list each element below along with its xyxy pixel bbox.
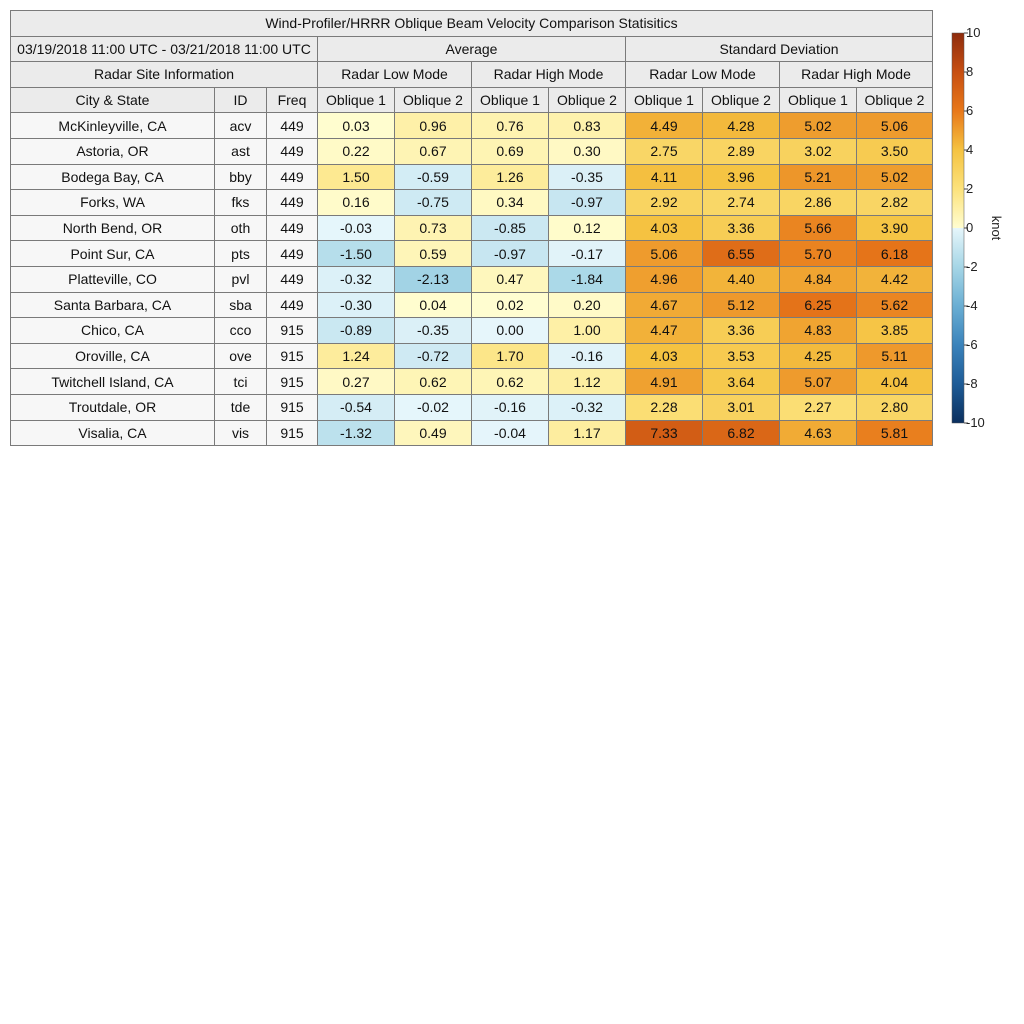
std-value-cell: 2.86 [780,190,857,216]
site-city-cell: Forks, WA [11,190,215,216]
average-value-cell: -0.97 [549,190,626,216]
std-low-mode-header: Radar Low Mode [626,62,780,88]
std-value-cell: 2.28 [626,394,703,420]
average-value-cell: -0.16 [472,394,549,420]
std-value-cell: 4.96 [626,266,703,292]
std-value-cell: 5.06 [857,113,933,139]
average-value-cell: 0.30 [549,138,626,164]
site-freq-cell: 449 [267,164,318,190]
average-value-cell: -0.85 [472,215,549,241]
std-value-cell: 5.11 [857,343,933,369]
site-id-cell: pts [215,241,267,267]
average-value-cell: 0.16 [318,190,395,216]
average-value-cell: -0.54 [318,394,395,420]
site-freq-cell: 449 [267,215,318,241]
site-city-cell: Oroville, CA [11,343,215,369]
average-value-cell: 0.03 [318,113,395,139]
average-value-cell: 1.12 [549,369,626,395]
average-value-cell: -1.50 [318,241,395,267]
site-id-cell: bby [215,164,267,190]
std-value-cell: 4.83 [780,318,857,344]
colorbar-gradient [952,33,964,423]
table-row [11,113,933,139]
site-id-cell: cco [215,318,267,344]
average-value-cell: -1.84 [549,266,626,292]
site-id-cell: ast [215,138,267,164]
site-city-cell: Point Sur, CA [11,241,215,267]
column-header-std-low-oblique-1: Oblique 1 [626,87,703,113]
colorbar-tick-label: 0 [966,220,974,235]
table-row [11,343,933,369]
std-value-cell: 3.02 [780,138,857,164]
average-value-cell: 0.20 [549,292,626,318]
std-value-cell: 4.11 [626,164,703,190]
site-city-cell: Bodega Bay, CA [11,164,215,190]
std-value-cell: 5.21 [780,164,857,190]
std-value-cell: 5.07 [780,369,857,395]
site-id-cell: pvl [215,266,267,292]
site-freq-cell: 915 [267,369,318,395]
average-value-cell: -0.32 [549,394,626,420]
std-value-cell: 2.74 [703,190,780,216]
colorbar-tick-label: -10 [966,415,985,430]
std-value-cell: 3.50 [857,138,933,164]
std-value-cell: 2.75 [626,138,703,164]
site-city-cell: Santa Barbara, CA [11,292,215,318]
average-value-cell: 0.27 [318,369,395,395]
table-row [11,215,933,241]
std-value-cell: 4.63 [780,420,857,446]
site-city-cell: Twitchell Island, CA [11,369,215,395]
table-row [11,292,933,318]
colorbar-tick-label: 10 [966,25,981,40]
std-value-cell: 5.62 [857,292,933,318]
site-city-cell: Visalia, CA [11,420,215,446]
std-value-cell: 5.02 [857,164,933,190]
std-value-cell: 4.42 [857,266,933,292]
std-value-cell: 7.33 [626,420,703,446]
std-value-cell: 5.66 [780,215,857,241]
average-value-cell: -0.16 [549,343,626,369]
average-value-cell: 0.34 [472,190,549,216]
average-value-cell: 1.50 [318,164,395,190]
std-value-cell: 6.25 [780,292,857,318]
average-value-cell: 0.67 [395,138,472,164]
colorbar-tick-label: -2 [966,259,978,274]
std-value-cell: 4.03 [626,343,703,369]
table-row [11,138,933,164]
site-id-cell: ove [215,343,267,369]
std-group-header: Standard Deviation [626,36,933,62]
table-row [11,164,933,190]
site-freq-cell: 449 [267,190,318,216]
table-row [11,394,933,420]
std-value-cell: 4.47 [626,318,703,344]
average-value-cell: -0.97 [472,241,549,267]
average-value-cell: -0.35 [549,164,626,190]
site-freq-cell: 915 [267,343,318,369]
average-value-cell: 0.73 [395,215,472,241]
column-header-std-low-oblique-2: Oblique 2 [703,87,780,113]
std-value-cell: 6.55 [703,241,780,267]
table-row [11,241,933,267]
site-id-cell: fks [215,190,267,216]
column-header-avg-low-oblique-2: Oblique 2 [395,87,472,113]
average-value-cell: 1.70 [472,343,549,369]
average-value-cell: -0.72 [395,343,472,369]
table-row [11,420,933,446]
std-value-cell: 3.96 [703,164,780,190]
colorbar-label: knot [989,215,1004,241]
std-value-cell: 4.49 [626,113,703,139]
column-header-avg-low-oblique-1: Oblique 1 [318,87,395,113]
average-value-cell: -0.75 [395,190,472,216]
column-header-std-high-oblique-1: Oblique 1 [780,87,857,113]
average-value-cell: 0.62 [472,369,549,395]
average-value-cell: -0.02 [395,394,472,420]
site-id-cell: vis [215,420,267,446]
site-id-cell: tde [215,394,267,420]
average-value-cell: 1.26 [472,164,549,190]
std-value-cell: 5.06 [626,241,703,267]
site-freq-cell: 449 [267,266,318,292]
std-value-cell: 5.81 [857,420,933,446]
site-freq-cell: 449 [267,292,318,318]
site-id-cell: acv [215,113,267,139]
colorbar-tick-label: 8 [966,64,974,79]
std-value-cell: 4.03 [626,215,703,241]
column-header-avg-high-oblique-2: Oblique 2 [549,87,626,113]
average-group-header: Average [318,36,626,62]
average-value-cell: -0.32 [318,266,395,292]
colorbar-tick-label: -8 [966,376,978,391]
std-value-cell: 3.53 [703,343,780,369]
site-freq-cell: 915 [267,420,318,446]
colorbar-tick-label: -6 [966,337,978,352]
average-value-cell: 0.04 [395,292,472,318]
average-value-cell: 0.76 [472,113,549,139]
std-high-mode-header: Radar High Mode [780,62,933,88]
std-value-cell: 3.64 [703,369,780,395]
average-value-cell: -0.04 [472,420,549,446]
site-freq-cell: 449 [267,138,318,164]
site-id-cell: oth [215,215,267,241]
std-value-cell: 3.85 [857,318,933,344]
average-value-cell: 0.02 [472,292,549,318]
average-value-cell: -2.13 [395,266,472,292]
std-value-cell: 4.04 [857,369,933,395]
average-value-cell: 0.12 [549,215,626,241]
std-value-cell: 3.36 [703,215,780,241]
table-row [11,318,933,344]
column-header-freq: Freq [267,87,318,113]
date-range: 03/19/2018 11:00 UTC - 03/21/2018 11:00 UTC [11,36,318,62]
site-freq-cell: 915 [267,318,318,344]
average-value-cell: 0.49 [395,420,472,446]
table-title: Wind-Profiler/HRRR Oblique Beam Velocity Comparison Statisitics [11,11,933,37]
average-value-cell: 0.59 [395,241,472,267]
std-value-cell: 3.01 [703,394,780,420]
colorbar [940,22,1020,430]
std-value-cell: 3.36 [703,318,780,344]
average-value-cell: -0.30 [318,292,395,318]
average-value-cell: -0.35 [395,318,472,344]
colorbar-tick-label: -4 [966,298,978,313]
column-header-avg-high-oblique-1: Oblique 1 [472,87,549,113]
site-city-cell: Troutdale, OR [11,394,215,420]
std-value-cell: 2.27 [780,394,857,420]
average-value-cell: -1.32 [318,420,395,446]
average-value-cell: -0.17 [549,241,626,267]
average-value-cell: 0.47 [472,266,549,292]
std-value-cell: 5.12 [703,292,780,318]
std-value-cell: 4.84 [780,266,857,292]
column-header-city: City & State [11,87,215,113]
average-value-cell: 0.83 [549,113,626,139]
table-row [11,369,933,395]
std-value-cell: 4.28 [703,113,780,139]
std-value-cell: 2.80 [857,394,933,420]
site-city-cell: Astoria, OR [11,138,215,164]
column-header-id: ID [215,87,267,113]
std-value-cell: 6.82 [703,420,780,446]
site-freq-cell: 449 [267,113,318,139]
site-city-cell: Chico, CA [11,318,215,344]
std-value-cell: 6.18 [857,241,933,267]
comparison-table [10,10,933,446]
std-value-cell: 2.89 [703,138,780,164]
std-value-cell: 5.70 [780,241,857,267]
std-value-cell: 3.90 [857,215,933,241]
std-value-cell: 5.02 [780,113,857,139]
site-info-header: Radar Site Information [11,62,318,88]
average-value-cell: 1.24 [318,343,395,369]
average-value-cell: 0.22 [318,138,395,164]
column-header-std-high-oblique-2: Oblique 2 [857,87,933,113]
table-row [11,266,933,292]
site-city-cell: North Bend, OR [11,215,215,241]
site-id-cell: tci [215,369,267,395]
average-value-cell: 1.17 [549,420,626,446]
site-city-cell: Platteville, CO [11,266,215,292]
site-id-cell: sba [215,292,267,318]
site-city-cell: McKinleyville, CA [11,113,215,139]
site-freq-cell: 915 [267,394,318,420]
table-row [11,190,933,216]
average-value-cell: 0.96 [395,113,472,139]
average-value-cell: -0.59 [395,164,472,190]
colorbar-tick-label: 6 [966,103,974,118]
colorbar-tick-label: 4 [966,142,974,157]
std-value-cell: 2.82 [857,190,933,216]
colorbar-tick-label: 2 [966,181,974,196]
average-value-cell: 0.00 [472,318,549,344]
std-value-cell: 4.67 [626,292,703,318]
std-value-cell: 4.25 [780,343,857,369]
average-value-cell: 0.69 [472,138,549,164]
std-value-cell: 2.92 [626,190,703,216]
average-value-cell: -0.89 [318,318,395,344]
site-freq-cell: 449 [267,241,318,267]
average-value-cell: -0.03 [318,215,395,241]
std-value-cell: 4.91 [626,369,703,395]
std-value-cell: 4.40 [703,266,780,292]
average-value-cell: 1.00 [549,318,626,344]
avg-high-mode-header: Radar High Mode [472,62,626,88]
average-value-cell: 0.62 [395,369,472,395]
avg-low-mode-header: Radar Low Mode [318,62,472,88]
